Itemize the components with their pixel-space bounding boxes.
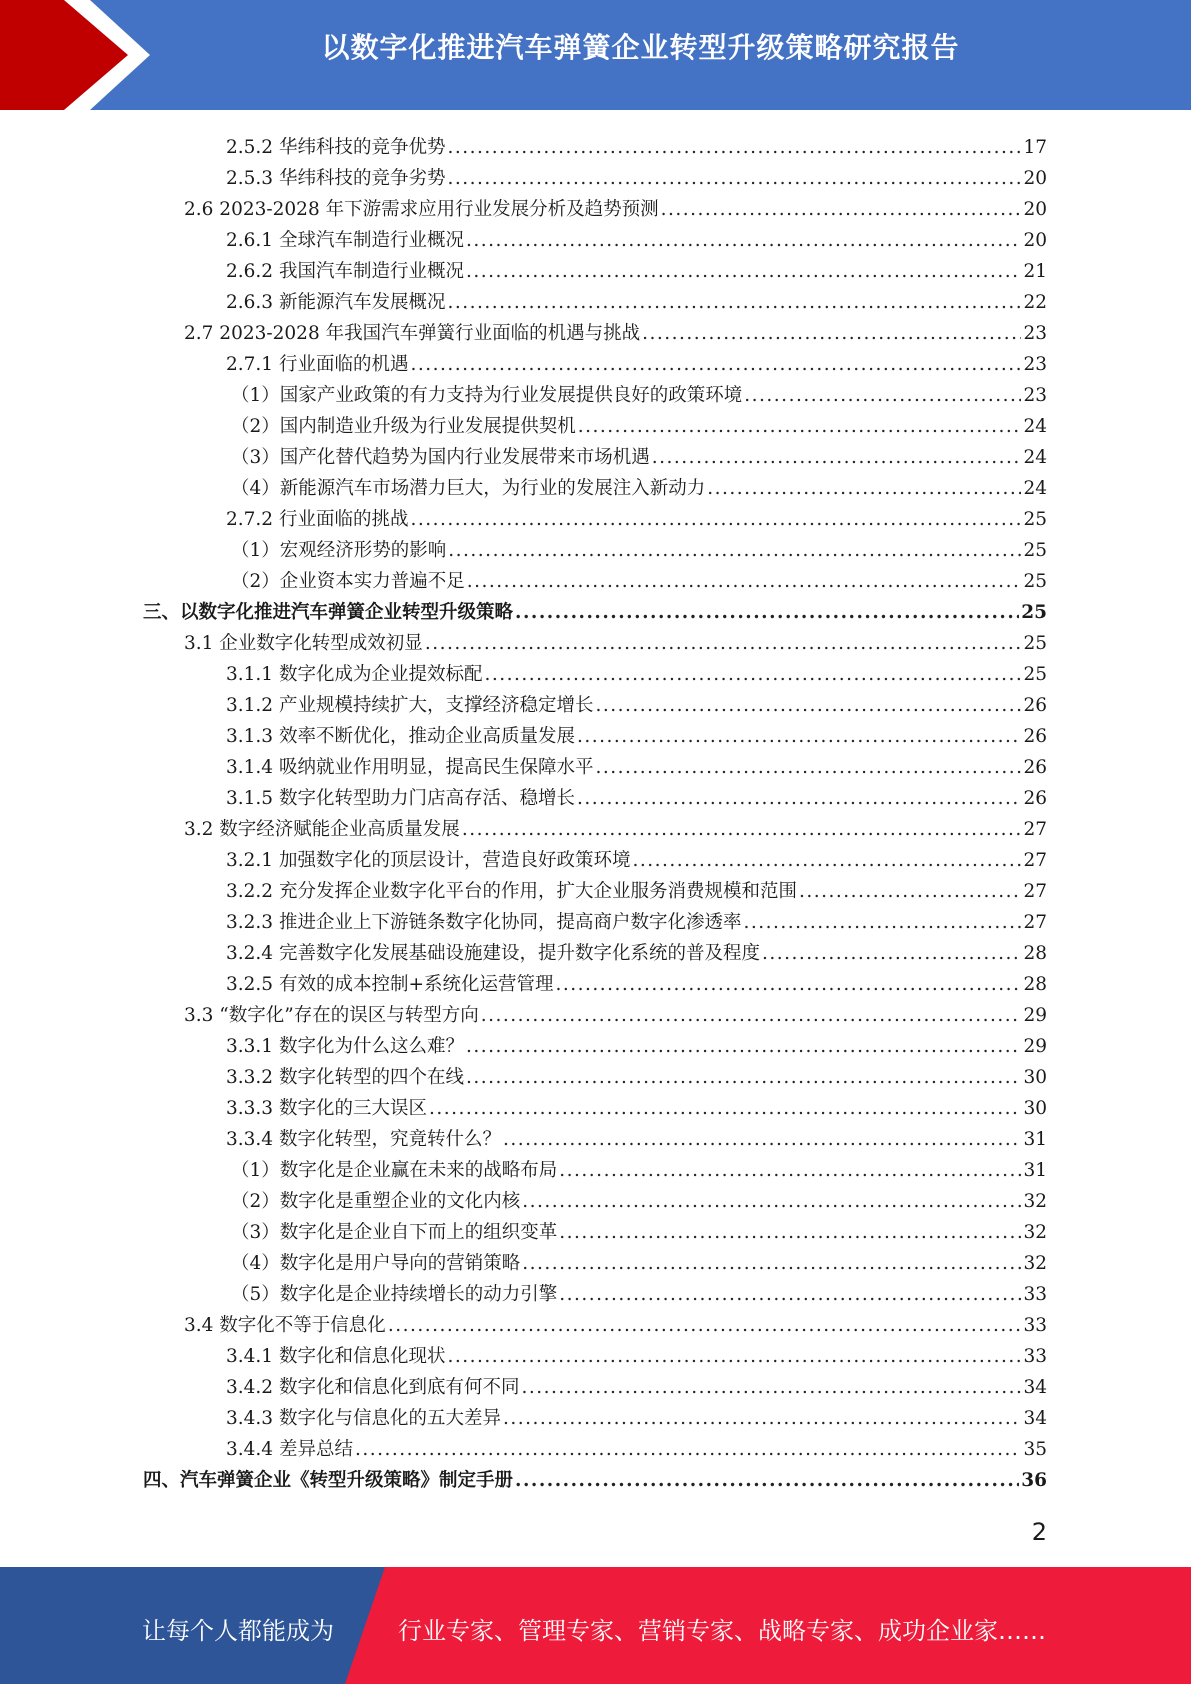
toc-entry[interactable]	[184, 996, 1047, 1027]
toc-dot-leader	[522, 1253, 1021, 1275]
toc-entry[interactable]	[231, 469, 1047, 500]
toc-entry-page: 25	[1023, 540, 1047, 561]
toc-entry[interactable]	[226, 934, 1047, 965]
toc-entry[interactable]	[231, 1244, 1047, 1275]
toc-entry-page: 32	[1023, 1253, 1047, 1274]
toc-entry-page: 32	[1023, 1222, 1047, 1243]
toc-entry-page: 30	[1023, 1067, 1047, 1088]
toc-dot-leader	[410, 354, 1021, 376]
toc-dot-leader	[462, 819, 1022, 841]
toc-dot-leader	[447, 292, 1021, 314]
toc-entry[interactable]	[226, 965, 1047, 996]
toc-entry-page: 22	[1023, 292, 1047, 313]
toc-entry-title: 3.4.3 数字化与信息化的五大差异	[226, 1408, 501, 1429]
page-number: 2	[1031, 1518, 1047, 1546]
document-title: 以数字化推进汽车弹簧企业转型升级策略研究报告	[321, 31, 960, 64]
toc-entry-title: 3.4.4 差异总结	[226, 1439, 353, 1460]
toc-entry-title: 3.1.2 产业规模持续扩大，支撑经济稳定增长	[226, 695, 594, 716]
toc-dot-leader	[503, 1129, 1021, 1151]
toc-entry-title: 2.5.3 华纬科技的竞争劣势	[226, 168, 446, 189]
toc-entry[interactable]	[226, 345, 1047, 376]
toc-entry[interactable]	[226, 252, 1047, 283]
toc-entry-page: 25	[1023, 509, 1047, 530]
toc-dot-leader	[743, 912, 1021, 934]
toc-dot-leader	[448, 540, 1021, 562]
toc-dot-leader	[447, 137, 1021, 159]
toc-entry-title: 3.2.4 完善数字化发展基础设施建设，提升数字化系统的普及程度	[226, 943, 760, 964]
toc-entry-page: 34	[1023, 1377, 1047, 1398]
toc-entry-title: 3.3.1 数字化为什么这么难？	[226, 1036, 464, 1057]
toc-dot-leader	[595, 695, 1021, 717]
toc-entry[interactable]	[226, 872, 1047, 903]
toc-dot-leader	[595, 757, 1021, 779]
toc-entry-page: 28	[1023, 943, 1047, 964]
toc-entry-page: 33	[1023, 1315, 1047, 1336]
toc-entry-page: 23	[1023, 385, 1047, 406]
toc-entry[interactable]	[226, 1430, 1047, 1461]
toc-entry-page: 35	[1023, 1439, 1047, 1460]
toc-entry-title: 3.1 企业数字化转型成效初显	[184, 633, 423, 654]
toc-entry-title: （3）国产化替代趋势为国内行业发展带来市场机遇	[231, 447, 650, 468]
toc-entry-title: 3.3.3 数字化的三大误区	[226, 1098, 427, 1119]
toc-entry[interactable]	[143, 1461, 1047, 1492]
toc-dot-leader	[388, 1315, 1022, 1337]
toc-dot-leader	[467, 571, 1022, 593]
toc-entry-title: 3.1.5 数字化转型助力门店高存活、稳增长	[226, 788, 575, 809]
toc-entry[interactable]	[226, 128, 1047, 159]
toc-entry[interactable]	[231, 407, 1047, 438]
toc-entry-title: （5）数字化是企业持续增长的动力引擎	[231, 1284, 558, 1305]
toc-dot-leader	[578, 416, 1022, 438]
toc-entry-page: 17	[1023, 137, 1047, 158]
toc-entry-page: 20	[1023, 168, 1047, 189]
toc-entry[interactable]	[184, 810, 1047, 841]
footer-slogan-left: 让每个人都能成为	[142, 1617, 334, 1645]
toc-entry-title: 3.3.4 数字化转型，究竟转什么？	[226, 1129, 501, 1150]
toc-entry-page: 31	[1023, 1129, 1047, 1150]
toc-entry[interactable]	[226, 159, 1047, 190]
toc-entry-title: 3.3 “数字化”存在的误区与转型方向	[184, 1005, 479, 1026]
toc-dot-leader	[799, 881, 1021, 903]
toc-entry-title: （2）数字化是重塑企业的文化内核	[231, 1191, 521, 1212]
toc-dot-leader	[555, 974, 1021, 996]
toc-dot-leader	[466, 1036, 1021, 1058]
toc-entry[interactable]	[231, 1275, 1047, 1306]
toc-entry-title: 2.6.1 全球汽车制造行业概况	[226, 230, 464, 251]
toc-entry-page: 25	[1023, 571, 1047, 592]
toc-entry-title: 3.2.2 充分发挥企业数字化平台的作用，扩大企业服务消费规模和范围	[226, 881, 797, 902]
toc-dot-leader	[577, 788, 1021, 810]
toc-dot-leader	[661, 199, 1022, 221]
toc-dot-leader	[577, 726, 1021, 748]
toc-entry[interactable]	[226, 779, 1047, 810]
toc-entry-page: 27	[1023, 912, 1047, 933]
toc-entry-title: （1）宏观经济形势的影响	[231, 540, 447, 561]
toc-entry-page: 30	[1023, 1098, 1047, 1119]
toc-entry-page: 26	[1023, 695, 1047, 716]
toc-entry-title: 3.4.2 数字化和信息化到底有何不同	[226, 1377, 520, 1398]
toc-entry[interactable]	[226, 748, 1047, 779]
toc-entry[interactable]	[226, 1058, 1047, 1089]
toc-dot-leader	[484, 664, 1021, 686]
toc-entry[interactable]	[226, 283, 1047, 314]
toc-dot-leader	[521, 1377, 1021, 1399]
toc-entry-title: 2.6.2 我国汽车制造行业概况	[226, 261, 464, 282]
toc-entry-title: 3.1.3 效率不断优化，推动企业高质量发展	[226, 726, 575, 747]
toc-entry-title: 2.6 2023-2028 年下游需求应用行业发展分析及趋势预测	[184, 199, 659, 220]
toc-dot-leader	[503, 1408, 1021, 1430]
toc-entry-title: 2.5.2 华纬科技的竞争优势	[226, 137, 446, 158]
toc-dot-leader	[355, 1439, 1022, 1461]
toc-dot-leader	[642, 323, 1021, 345]
toc-entry-title: 3.2.3 推进企业上下游链条数字化协同，提高商户数字化渗透率	[226, 912, 742, 933]
toc-entry-title: 3.1.4 吸纳就业作用明显，提高民生保障水平	[226, 757, 594, 778]
header-chevron-graphic	[0, 0, 200, 110]
toc-entry-page: 27	[1023, 881, 1047, 902]
toc-entry[interactable]	[226, 1337, 1047, 1368]
toc-entry-title: （3）数字化是企业自下而上的组织变革	[231, 1222, 558, 1243]
toc-entry[interactable]	[184, 314, 1047, 345]
toc-dot-leader	[466, 230, 1021, 252]
toc-dot-leader	[481, 1005, 1022, 1027]
toc-entry-title: 2.7.1 行业面临的机遇	[226, 354, 409, 375]
toc-entry-page: 24	[1023, 416, 1047, 437]
toc-entry-page: 26	[1023, 757, 1047, 778]
toc-entry-title: 2.7.2 行业面临的挑战	[226, 509, 409, 530]
toc-dot-leader	[515, 1470, 1019, 1492]
toc-entry-title: 3.2.5 有效的成本控制+系统化运营管理	[226, 974, 554, 995]
toc-entry-page: 33	[1023, 1346, 1047, 1367]
toc-entry-title: 2.6.3 新能源汽车发展概况	[226, 292, 446, 313]
toc-dot-leader	[429, 1098, 1021, 1120]
toc-entry-title: 四、汽车弹簧企业《转型升级策略》制定手册	[143, 1470, 514, 1491]
toc-entry[interactable]	[231, 376, 1047, 407]
toc-entry[interactable]	[184, 1306, 1047, 1337]
toc-entry[interactable]	[184, 624, 1047, 655]
toc-entry-title: 3.3.2 数字化转型的四个在线	[226, 1067, 464, 1088]
toc-entry-page: 21	[1023, 261, 1047, 282]
toc-entry[interactable]	[226, 717, 1047, 748]
toc-entry-page: 26	[1023, 726, 1047, 747]
toc-entry-title: 2.7 2023-2028 年我国汽车弹簧行业面临的机遇与挑战	[184, 323, 641, 344]
toc-entry-title: 3.2.1 加强数字化的顶层设计，营造良好政策环境	[226, 850, 631, 871]
toc-entry-title: （2）企业资本实力普遍不足	[231, 571, 465, 592]
toc-entry-page: 20	[1023, 230, 1047, 251]
toc-entry-page: 36	[1021, 1470, 1047, 1491]
toc-entry-page: 24	[1023, 447, 1047, 468]
toc-entry-page: 27	[1023, 850, 1047, 871]
toc-entry-page: 29	[1023, 1036, 1047, 1057]
toc-entry-page: 24	[1023, 478, 1047, 499]
toc-entry[interactable]	[231, 1182, 1047, 1213]
toc-entry-page: 31	[1023, 1160, 1047, 1181]
toc-entry[interactable]	[226, 1368, 1047, 1399]
toc-dot-leader	[466, 1067, 1021, 1089]
toc-entry-title: （1）数字化是企业赢在未来的战略布局	[231, 1160, 558, 1181]
toc-entry-page: 34	[1023, 1408, 1047, 1429]
toc-dot-leader	[559, 1222, 1021, 1244]
toc-entry-page: 27	[1023, 819, 1047, 840]
toc-dot-leader	[522, 1191, 1021, 1213]
toc-entry-page: 28	[1023, 974, 1047, 995]
toc-entry[interactable]	[184, 190, 1047, 221]
toc-dot-leader	[447, 168, 1021, 190]
toc-entry[interactable]	[226, 686, 1047, 717]
toc-entry[interactable]	[226, 655, 1047, 686]
toc-entry-title: （4）数字化是用户导向的营销策略	[231, 1253, 521, 1274]
toc-entry-page: 23	[1023, 354, 1047, 375]
toc-entry-page: 23	[1023, 323, 1047, 344]
toc-entry[interactable]	[231, 1151, 1047, 1182]
toc-entry[interactable]	[226, 1027, 1047, 1058]
toc-dot-leader	[559, 1284, 1021, 1306]
header-banner	[0, 0, 1191, 110]
toc-dot-leader	[744, 385, 1021, 407]
toc-entry-page: 20	[1023, 199, 1047, 220]
toc-entry-page: 33	[1023, 1284, 1047, 1305]
toc-entry[interactable]	[231, 438, 1047, 469]
toc-entry-page: 32	[1023, 1191, 1047, 1212]
toc-entry-page: 29	[1023, 1005, 1047, 1026]
toc-entry-title: （2）国内制造业升级为行业发展提供契机	[231, 416, 576, 437]
toc-entry[interactable]	[231, 562, 1047, 593]
toc-entry[interactable]	[226, 841, 1047, 872]
toc-dot-leader	[762, 943, 1021, 965]
toc-entry-page: 25	[1023, 664, 1047, 685]
toc-dot-leader	[632, 850, 1021, 872]
toc-entry-title: 3.2 数字经济赋能企业高质量发展	[184, 819, 460, 840]
toc-dot-leader	[466, 261, 1021, 283]
toc-dot-leader	[652, 447, 1022, 469]
toc-entry-title: （1）国家产业政策的有力支持为行业发展提供良好的政策环境	[231, 385, 743, 406]
toc-dot-leader	[559, 1160, 1021, 1182]
toc-entry-page: 25	[1021, 602, 1047, 623]
toc-entry[interactable]	[226, 1120, 1047, 1151]
toc-entry[interactable]	[226, 500, 1047, 531]
toc-entry[interactable]	[231, 1213, 1047, 1244]
toc-entry[interactable]	[226, 903, 1047, 934]
toc-entry-page: 25	[1023, 633, 1047, 654]
toc-entry[interactable]	[226, 221, 1047, 252]
toc-entry-title: （4）新能源汽车市场潜力巨大，为行业的发展注入新动力	[231, 478, 706, 499]
toc-entry[interactable]	[226, 1399, 1047, 1430]
toc-dot-leader	[515, 602, 1019, 624]
toc-entry-page: 26	[1023, 788, 1047, 809]
toc-dot-leader	[447, 1346, 1021, 1368]
toc-entry-title: 3.4.1 数字化和信息化现状	[226, 1346, 446, 1367]
footer-banner	[0, 1567, 1191, 1684]
footer-slogan-right: 行业专家、管理专家、营销专家、战略专家、成功企业家……	[398, 1617, 1046, 1645]
toc-entry-title: 3.4 数字化不等于信息化	[184, 1315, 386, 1336]
toc-dot-leader	[410, 509, 1021, 531]
toc-dot-leader	[425, 633, 1022, 655]
toc-entry[interactable]	[231, 531, 1047, 562]
toc-dot-leader	[707, 478, 1021, 500]
toc-entry-title: 3.1.1 数字化成为企业提效标配	[226, 664, 483, 685]
toc-entry[interactable]	[226, 1089, 1047, 1120]
toc-entry[interactable]	[143, 593, 1047, 624]
toc-entry-title: 三、以数字化推进汽车弹簧企业转型升级策略	[143, 602, 514, 623]
